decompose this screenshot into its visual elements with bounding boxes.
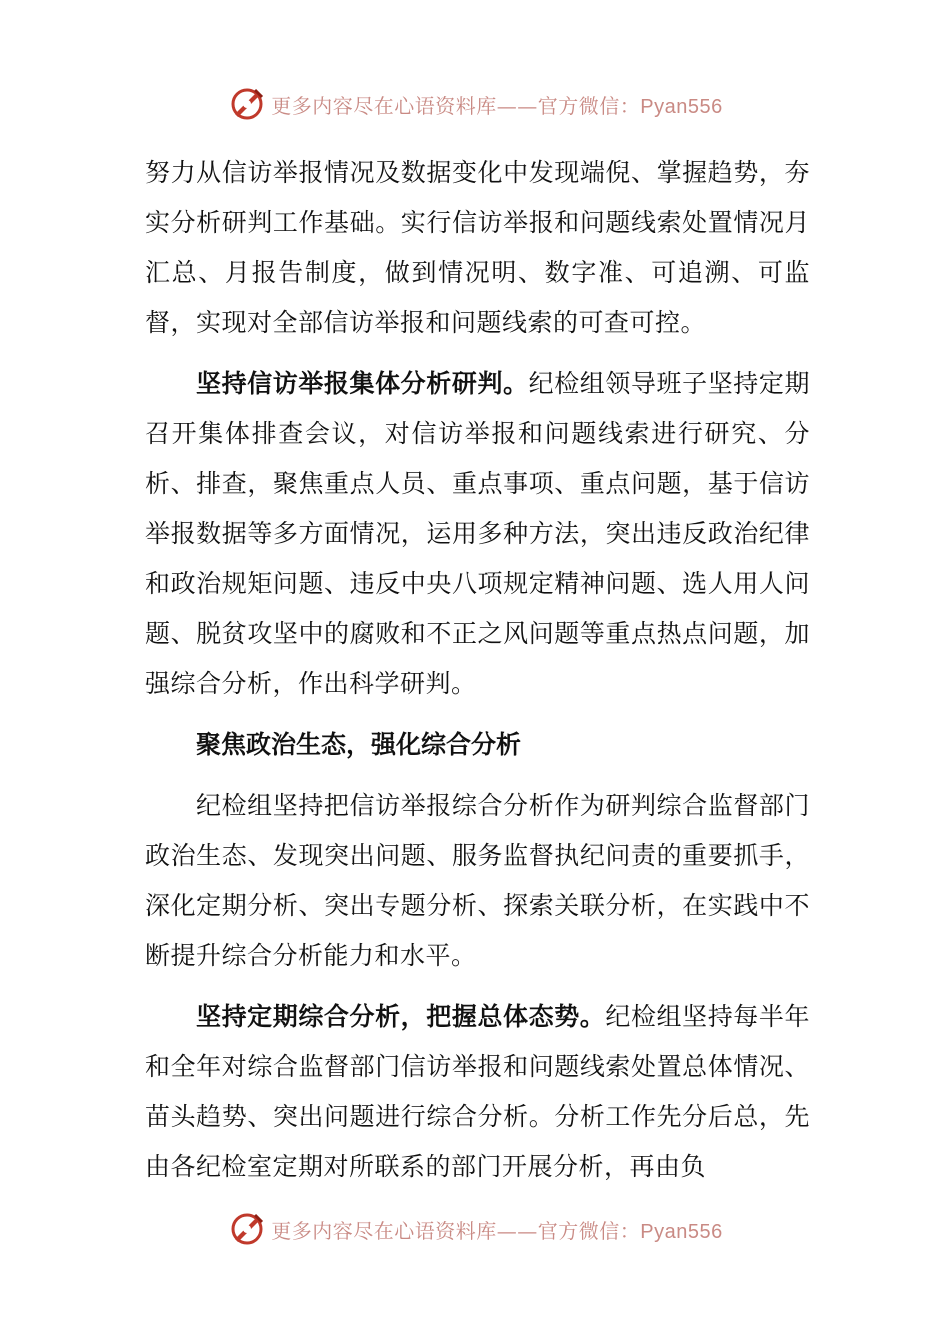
paragraph-2-lead: 坚持信访举报集体分析研判。 (196, 369, 529, 398)
document-body (145, 148, 810, 1203)
pen-logo-icon (227, 1209, 267, 1249)
banner-text: 更多内容尽在心语资料库——官方微信：Pyan556 (271, 93, 723, 118)
header-banner (0, 84, 950, 124)
paragraph-2-text: 纪检组领导班子坚持定期召开集体排查会议，对信访举报和问题线索进行研究、分析、排查，聚焦重点人员、重点事项、重点问题，基于信访举报数据等多方面情况，运用多种方法，突出违反政治纪律和政治规矩问题、违反中央八项规定精神问题、选人用人问题、脱贫攻坚中的腐败和不正之风问题等重点热点问题，加强综合分析，作出科学研判。 (145, 369, 810, 698)
section-heading: 聚焦政治生态，强化综合分析 (196, 730, 522, 759)
paragraph-4-text: 纪检组坚持每半年和全年对综合监督部门信访举报和问题线索处置总体情况、苗头趋势、突出问题进行综合分析。分析工作先分后总，先由各纪检室定期对所联系的部门开展分析，再由负 (145, 1002, 810, 1181)
pen-logo-icon (227, 84, 267, 124)
paragraph-1: 努力从信访举报情况及数据变化中发现端倪、掌握趋势，夯实分析研判工作基础。实行信访举报和问题线索处置情况月汇总、月报告制度，做到情况明、数字准、可追溯、可监督，实现对全部信访举报和问题线索的可查可控。 (145, 158, 810, 337)
banner-text: 更多内容尽在心语资料库——官方微信：Pyan556 (271, 1218, 723, 1243)
wechat-id: Pyan556 (640, 95, 723, 118)
paragraph-4-lead: 坚持定期综合分析，把握总体态势。 (196, 1002, 606, 1031)
paragraph-2 (145, 359, 810, 709)
paragraph-3: 纪检组坚持把信访举报综合分析作为研判综合监督部门政治生态、发现突出问题、服务监督执纪问责的重要抓手，深化定期分析、突出专题分析、探索关联分析，在实践中不断提升综合分析能力和水平。 (145, 791, 810, 970)
footer-banner (0, 1209, 950, 1249)
paragraph-4 (145, 992, 810, 1192)
wechat-id: Pyan556 (640, 1220, 723, 1243)
